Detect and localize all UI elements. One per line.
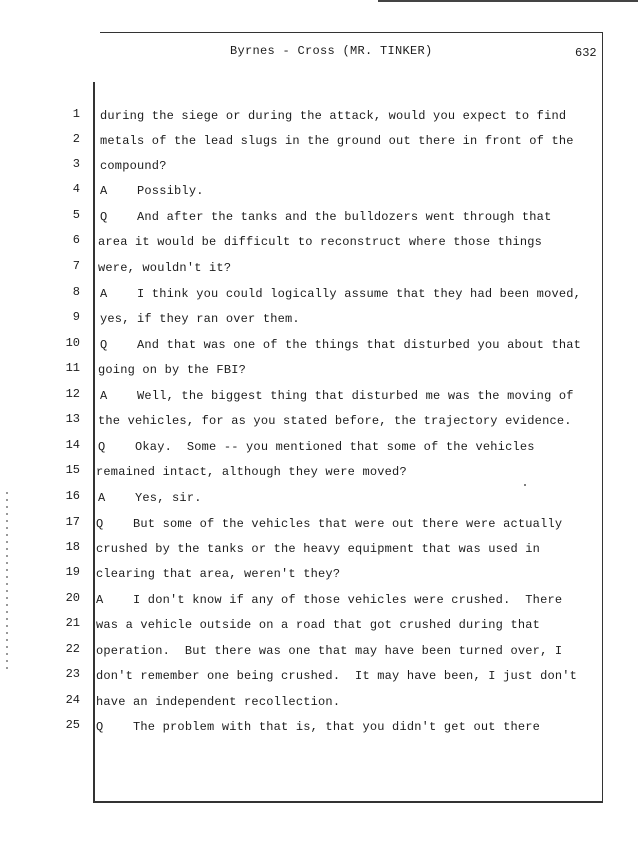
transcript-line: have an independent recollection. [96, 695, 341, 709]
transcript-line: Q And after the tanks and the bulldozers went through that [100, 210, 552, 224]
page-header: Byrnes - Cross (MR. TINKER) [230, 44, 433, 58]
line-number: 2 [72, 132, 80, 146]
transcript-line: Q But some of the vehicles that were out there were actually [96, 517, 563, 531]
line-number: 1 [72, 107, 80, 121]
line-number: 16 [65, 489, 80, 503]
transcript-line: Q And that was one of the things that disturbed you about that [100, 338, 582, 352]
transcript-line: were, wouldn't it? [98, 261, 232, 275]
transcript-line: clearing that area, weren't they? [96, 567, 341, 581]
transcript-line: operation. But there was one that may have been turned over, I [96, 644, 563, 658]
transcript-line: A I don't know if any of those vehicles were crushed. There [96, 593, 563, 607]
bottom-margin-rule [93, 801, 603, 803]
transcript-line: was a vehicle outside on a road that got crushed during that [96, 618, 541, 632]
transcript-line: yes, if they ran over them. [100, 312, 300, 326]
line-number: 18 [65, 540, 80, 554]
line-number: 10 [65, 336, 80, 350]
transcript-line: crushed by the tanks or the heavy equipment that was used in [96, 542, 541, 556]
left-margin-rule [93, 82, 95, 802]
line-number: 24 [65, 693, 80, 707]
transcript-line: during the siege or during the attack, would you expect to find [100, 109, 567, 123]
line-number: 6 [72, 233, 80, 247]
transcript-line: A Well, the biggest thing that disturbed me was the moving of [100, 389, 574, 403]
transcript-line: going on by the FBI? [98, 363, 247, 377]
binding-margin-marks [6, 492, 8, 672]
transcript-line: A Yes, sir. [98, 491, 202, 505]
transcript-line: the vehicles, for as you stated before, the trajectory evidence. [98, 414, 572, 428]
top-scan-edge-rule [378, 0, 638, 2]
line-number: 15 [65, 463, 80, 477]
transcript-line: compound? [100, 159, 167, 173]
line-number: 22 [65, 642, 80, 656]
transcript-line: Q The problem with that is, that you didn't get out there [96, 720, 541, 734]
line-number: 13 [65, 412, 80, 426]
transcript-line: area it would be difficult to reconstruct where those things [98, 235, 543, 249]
line-number: 4 [72, 182, 80, 196]
transcript-line: don't remember one being crushed. It may have been, I just don't [96, 669, 578, 683]
line-number: 25 [65, 718, 80, 732]
line-number: 17 [65, 515, 80, 529]
transcript-line: remained intact, although they were moved? [96, 465, 407, 479]
line-number: 20 [65, 591, 80, 605]
line-number: 12 [65, 387, 80, 401]
line-number: 7 [72, 259, 80, 273]
line-number: 11 [65, 361, 80, 375]
transcript-line: A I think you could logically assume that they had been moved, [100, 287, 582, 301]
line-number: 21 [65, 616, 80, 630]
transcript-line: Q Okay. Some -- you mentioned that some of the vehicles [98, 440, 535, 454]
line-number: 3 [72, 157, 80, 171]
line-number: 8 [72, 285, 80, 299]
page-number: 632 [575, 46, 597, 60]
transcript-line: A Possibly. [100, 184, 204, 198]
line-number: 5 [72, 208, 80, 222]
line-number: 9 [72, 310, 80, 324]
transcript-line: metals of the lead slugs in the ground out there in front of the [100, 134, 574, 148]
scan-speck [524, 484, 526, 486]
line-number: 14 [65, 438, 80, 452]
line-number: 23 [65, 667, 80, 681]
line-number: 19 [65, 565, 80, 579]
